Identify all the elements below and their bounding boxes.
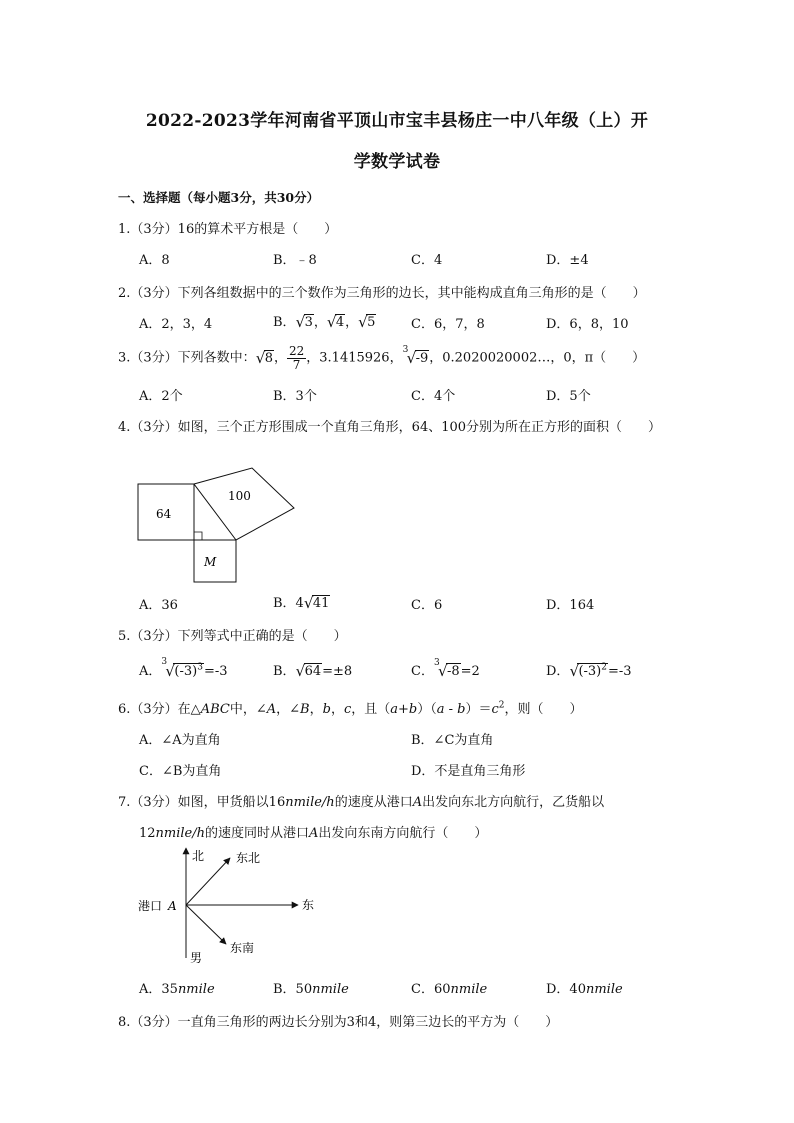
exam-title-line2: 学数学试卷 xyxy=(353,152,441,172)
q1-option-b: B．﹣8 xyxy=(273,253,317,268)
q8-stem: 8.（3分）一直角三角形的两边长分别为3和4，则第三边长的平方为（ ） xyxy=(118,1015,559,1030)
q4-squares-figure xyxy=(130,460,310,590)
port-a-label: A xyxy=(168,899,177,913)
q2-option-b: B． √ 3， √ 4， √ 5 xyxy=(273,313,376,331)
east-label: 东 xyxy=(302,898,315,912)
sqrt-8: √ 8 xyxy=(255,348,273,367)
q1-option-d: D．±4 xyxy=(546,253,589,268)
q6-stem: 6.（3分）在△ABC中，∠A，∠B，b，c，且$(a+b)(a - b)=c^2$，则（ ） xyxy=(118,700,583,717)
cbrt-minus3-cubed: 3 √ $(-3)^3$ xyxy=(161,656,203,680)
q2-option-a: A．2，3，4 xyxy=(139,317,213,332)
q4-option-d: D．164 xyxy=(546,598,595,613)
q2-stem: 2.（3分）下列各组数据中的三个数作为三角形的边长，其中能构成直角三角形的是（ ） xyxy=(118,286,646,301)
sqrt-41: √ 41 xyxy=(303,594,330,612)
sqrt-64: √ 64 xyxy=(295,662,322,680)
area-big-label: 100 xyxy=(228,489,251,503)
fraction-22-7: $\frac{22}{7}$ xyxy=(288,344,305,372)
q2-option-c: C．6，7，8 xyxy=(411,317,485,332)
q4-stem: 4.（3分）如图，三个正方形围成一个直角三角形，64、100分别为所在正方形的面积（ ） xyxy=(118,420,662,435)
right-angle-mark xyxy=(194,532,202,540)
area-left-label: 64 xyxy=(156,507,172,521)
north-label: 北 xyxy=(192,849,205,863)
q1-option-c: C．4 xyxy=(411,253,443,268)
q2-option-d: D．6，8，10 xyxy=(546,317,629,332)
cbrt-minus-9: 3 √ -9 xyxy=(402,344,429,367)
sqrt-4: √ 4 xyxy=(326,313,345,331)
q6-option-d: D．不是直角三角形 xyxy=(411,764,526,779)
q5-option-b: B． √ 64=±8 xyxy=(273,662,353,680)
south-label: 男 xyxy=(190,951,203,965)
q5-option-d: D． √ $(-3)^2=-3$ xyxy=(546,662,632,680)
q6-option-c: C．∠B为直角 xyxy=(139,764,222,779)
q7-option-b: B．50nmile xyxy=(273,982,349,997)
q3-stem: 3.（3分）下列各数中： √ 8， $\frac{22}{7}$ ，3.1415926， 3 √ -9，0.2020020002…，0，π（ ） xyxy=(118,344,646,372)
q6-option-a: A．∠A为直角 xyxy=(139,733,221,748)
q3-option-c: C．4个 xyxy=(411,389,456,404)
q5-option-c: C． 3 √ -8=2 xyxy=(411,658,480,680)
northeast-arrow xyxy=(186,858,230,905)
sqrt-3: √ 3 xyxy=(295,313,313,331)
q1-option-a: A．8 xyxy=(139,253,170,268)
q2-option-b-label: B． xyxy=(273,315,296,330)
sqrt-5: √ 5 xyxy=(358,313,376,331)
section-heading: 一、选择题（每小题3分，共30分） xyxy=(118,190,320,205)
exam-title-line1: 2022-2023学年河南省平顶山市宝丰县杨庄一中八年级（上）开 xyxy=(145,111,649,131)
q3-option-d: D．5个 xyxy=(546,389,591,404)
square-big xyxy=(194,468,294,540)
q7-option-a: A．35nmile xyxy=(139,982,215,997)
q7-option-d: D．40nmile xyxy=(546,982,623,997)
sqrt-minus3-squared: √ $(-3)^2$ xyxy=(569,662,607,680)
q5-stem: 5.（3分）下列等式中正确的是（ ） xyxy=(118,629,347,644)
q4-option-a: A．36 xyxy=(139,598,178,613)
q4-option-b: B．4 √ 41 xyxy=(273,594,330,612)
q4-option-c: C．6 xyxy=(411,598,443,613)
cbrt-minus-8: 3 √ -8 xyxy=(433,658,460,680)
q7-option-c: C．60nmile xyxy=(411,982,488,997)
port-label: 港口 xyxy=(138,899,163,913)
southeast-label: 东南 xyxy=(230,941,255,955)
q7-stem-line1: 7.（3分）如图，甲货船以16nmile/h的速度从港口A出发向东北方向航行，乙货船以 xyxy=(118,795,605,810)
q6-option-b: B．∠C为直角 xyxy=(411,733,494,748)
q5-option-a: A． 3 √ $(-3)^3=-3$ xyxy=(139,656,228,680)
northeast-label: 东北 xyxy=(236,851,261,865)
q1-stem: 1.（3分）16的算术平方根是（ ） xyxy=(118,222,338,237)
q7-direction-figure xyxy=(130,840,340,970)
q7-stem-line2: 12nmile/h的速度同时从港口A出发向东南方向航行（ ） xyxy=(139,826,488,841)
southeast-arrow xyxy=(186,905,226,944)
q3-option-a: A．2个 xyxy=(139,389,183,404)
area-small-label: M xyxy=(204,555,217,569)
q3-option-b: B．3个 xyxy=(273,389,317,404)
